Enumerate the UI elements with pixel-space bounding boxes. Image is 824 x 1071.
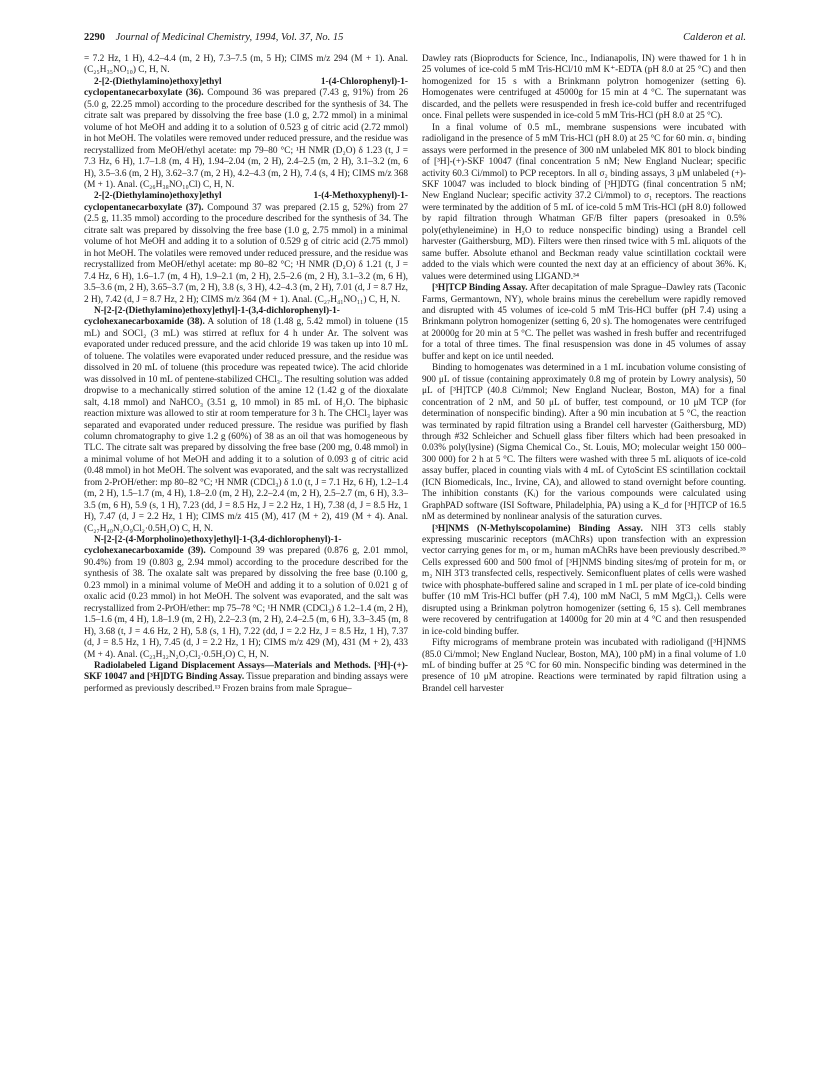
running-authors: Calderon et al. bbox=[683, 32, 746, 43]
methods-title: Radiolabeled Ligand Displacement Assays—Materials and Methods. [³H]-(+)-SKF 10047 and [³H]DTG Binding Assay. bbox=[84, 661, 408, 683]
tcp-assay-title: [³H]TCP Binding Assay. bbox=[432, 283, 528, 294]
nms-assay-body: NIH 3T3 cells stably expressing muscarinic receptors (mAChRs) upon transfection with an expression vector carrying genes for m₁ or m₂ human mAChRs have been previously described.³⁵ Cells expressed 600 and 500 fmol of [³H]NMS binding sites/mg of protein for m₁ or m₂ NIH 3T3 transfected cells, respectively. Semiconfluent plates of cells were washed twice with phosphate-buffered saline and scraped in 1 mL per plate of ice-cold binding buffer (10 mM Tris-HCl buffer (pH 7.4), 100 mM NaCl, 5 mM MgCl₂). Cells were disrupted using a Brinkman polytron homogenizer (setting 6, 15 s). Cell membranes were recovered by centrifugation at 14000g for 20 min at 4 °C and then resuspended in ice-cold binding buffer. bbox=[422, 523, 747, 637]
compound-37-title: 2-[2-(Diethylamino)ethoxy]ethyl 1-(4-Methoxyphenyl)-1-cyclopentanecarboxylate (37). bbox=[84, 191, 408, 213]
compound-39-body: Compound 39 was prepared (0.876 g, 2.01 mmol, 90.4%) from 19 (0.803 g, 2.94 mmol) according to the procedure described for the synthesis of 38. The oxalate salt was prepared by dissolving the free base (0.100 g, 0.23 mmol) in a minimal volume of MeOH and adding it to a solution of 0.021 g of oxalic acid (0.23 mmol) in hot MeOH. The solvent was evaporated, and the salt was recrystallized from 2-PrOH/ether: mp 75–78 °C; ¹H NMR (CDCl₃) δ 1.2–1.4 (m, 2 H), 1.5–1.6 (m, 4 H), 1.8–1.9 (m, 2 H), 2.2–2.3 (m, 2 H), 2.4–2.5 (m, 6 H), 3.3–3.45 (m, 8 H), 3.68 (t, J = 4.6 Hz, 2 H), 5.8 (s, 1 H), 7.22 (dd, J = 2.2 Hz, J = 8.5 Hz, 1 H), 7.37 (d, J = 8.5 Hz, 1 H), 7.45 (d, J = 2.2 Hz, 1 H); CIMS m/z 429 (M), 431 (M + 2), 433 (M + 4). Anal. (C₂₃H₃₂N₂O₇Cl₂·0.5H₂O) C, H, N. bbox=[84, 546, 409, 660]
page-number: 2290 bbox=[84, 32, 105, 43]
compound-36-title: 2-[2-(Diethylamino)ethoxy]ethyl 1-(4-Chlorophenyl)-1-cyclopentanecarboxylate (36). bbox=[84, 76, 408, 99]
compound-36-body: Compound 36 was prepared (7.43 g, 91%) from 26 (5.0 g, 22.25 mmol) according to the procedure described for the synthesis of 34. The citrate salt was prepared by dissolving the free base (1.0 g, 2.72 mmol) in a minimal volume of hot MeOH and adding it to a solution of 0.523 g of citric acid (2.72 mmol) in hot MeOH. The volatiles were removed under reduced pressure, and the residue was recrystallized from MeOH/ethyl acetate: mp 79–80 °C; ¹H NMR (D₂O) δ 1.23 (t, J = 7.3 Hz, 6 H), 1.7–1.8 (m, 4 H), 1.94–2.04 (m, 2 H), 2.4–2.5 (m, 2 H), 3.1–3.2 (m, 6 H), 3.5–3.6 (m, 2 H), 3.62–3.7 (m, 2 H), 4.2–4.3 (m, 2 H), 7.4 (s, 4 H); CIMS m/z 368 (M + 1). Anal. (C₂₆H₃₈NO₁₀Cl) C, H, N. bbox=[84, 88, 408, 190]
compound-36-paragraph bbox=[84, 77, 408, 192]
nms-assay-paragraph bbox=[422, 524, 746, 639]
compound-38-body: A solution of 18 (1.48 g, 5.42 mmol) in toluene (15 mL) and SOCl₂ (3 mL) was stirred at reflux for 4 h under Ar. The solvent was evaporated under reduced pressure, and the acid chloride 19 was taken up into 10 mL of toluene. The volatiles were evaporated under reduced pressure, and the residue was dissolved in 20 mL of toluene (this procedure was repeated twice). The acid chloride was dissolved in 10 mL of pentene-stabilized CHCl₃. The resulting solution was added dropwise to a mechanically stirred solution of the amine 12 (1.42 g of the dioxalate salt, 4.18 mmol) and NaHCO₃ (3.51 g, 10 mmol) in 85 mL of H₂O. The biphasic reaction mixture was allowed to stir at room temperature for 3 h. The CHCl₃ layer was separated and evaporated under reduced pressure. The residue was purified by flash column chromatography to give 1.2 g (60%) of 38 as an oil that was homogeneous by TLC. The citrate salt was prepared by dissolving the free base (200 mg, 0.48 mmol) in a minimal volume of hot MeOH and adding it to a solution of 0.093 g of citric acid (0.48 mmol) in hot MeOH. The solvent was evaporated, and the salt was recrystallized from 2-PrOH/ether: mp 80–82 °C; ¹H NMR (CDCl₃) δ 1.0 (t, J = 7.1 Hz, 6 H), 1.2–1.4 (m, 2 H), 1.5–1.7 (m, 4 H), 1.8–2.0 (m, 2 H), 2.2–2.4 (m, 2 H), 2.5–2.7 (m, 6 H), 3.3–3.5 (m, 6 H), 5.9 (s, 1 H), 7.23 (dd, J = 8.5 Hz, J = 2.2 Hz, 1 H), 7.38 (d, J = 8.5 Hz, 1 H), 7.47 (d, J = 2.2 Hz, 1 H); CIMS m/z 415 (M), 417 (M + 2), 419 (M + 4). Anal. (C₂₇H₄₀N₂O₉Cl₂·0.5H₂O) C, H, N. bbox=[84, 317, 408, 534]
compound-37-paragraph bbox=[84, 191, 408, 306]
methods-paragraph bbox=[84, 661, 408, 695]
compound-38-paragraph bbox=[84, 306, 408, 535]
nms-assay-title: [³H]NMS (N-Methylscopolamine) Binding Assay. bbox=[432, 523, 643, 534]
left-column bbox=[84, 54, 408, 695]
right-column bbox=[422, 54, 746, 695]
tissue-prep-paragraph: Dawley rats (Bioproducts for Science, Inc., Indianapolis, IN) were thawed for 1 h in 25 volumes of ice-cold 5 mM Tris-HCl/10 mM K⁺-EDTA (pH 8.0 at 25 °C) and then homogenized for 15 s with a Brinkmann polytron homogenizer (setting 6). Homogenates were centrifuged at 45000g for 15 min at 4 °C. The supernatant was discarded, and the pellets were resuspended in fresh ice-cold buffer and recentrifuged once. Final pellets were suspended in ice-cold 5 mM Tris-HCl (pH 8.0 at 25 °C). bbox=[422, 54, 746, 122]
nms-incubation-paragraph: Fifty micrograms of membrane protein was incubated with radioligand ([³H]NMS (85.0 Ci/mmol; New England Nuclear, Boston, MA), 100 pM) in a final volume of 1.0 mL of binding buffer at 25 °C for 60 min. Nonspecific binding was determined in the presence of 10 μM atropine. Reactions were terminated by rapid filtration using a Brandel cell harvester bbox=[422, 638, 746, 694]
compound-39-title: N-[2-[2-(4-Morpholino)ethoxy]ethyl]-1-(3,4-dichlorophenyl)-1-cyclohexanecarboxamide (39). bbox=[84, 535, 342, 557]
tcp-assay-paragraph bbox=[422, 283, 746, 363]
methods-body: Tissue preparation and binding assays were performed as previously described.¹³ Frozen brains from male Sprague– bbox=[84, 672, 408, 694]
journal-citation: Journal of Medicinal Chemistry, 1994, Vol. 37, No. 15 bbox=[115, 32, 344, 43]
sigma-binding-paragraph: In a final volume of 0.5 mL, membrane suspensions were incubated with radioligand in the presence of 5 mM Tris-HCl (pH 8.0) at 25 °C for 60 min. σ₁ binding assays were performed in the presence of 300 nM unlabeled MK 801 to block binding of [³H]-(+)-SKF 10047 (final concentration 5 nM; New England Nuclear; specific activity 60.3 Ci/mmol) to PCP receptors. In all σ₂ binding assays, 3 μM unlabeled (+)-SKF 10047 was included to block binding of [³H]DTG (final concentration 5 nM; New England Nuclear; specific activity 37.2 Ci/mmol) to σ₁ receptors. The reactions were terminated by the addition of 5 mL of ice-cold 5 mM Tris-HCl (pH 8.0) followed by rapid filtration through Whatman GF/B filter papers (presoaked in 0.5% poly(ethyleneimine) in H₂O to reduce nonspecific binding) using a Brandel cell harvester (Gaithersburg, MD). Filters were then rinsed twice with 5 mL aliquots of the same buffer. Absolute ethanol and Beckman ready value scintillation cocktail were added to the vials which were counted the next day at an efficiency of about 36%. Kᵢ values were determined using LIGAND.³⁴ bbox=[422, 122, 746, 282]
paragraph-continuation: = 7.2 Hz, 1 H), 4.2–4.4 (m, 2 H), 7.3–7.5 (m, 5 H); CIMS m/z 294 (M + 1). Anal. (C₂₅H₃₅NO₁₀) C, H, N. bbox=[84, 54, 408, 76]
compound-39-paragraph bbox=[84, 535, 408, 661]
running-header bbox=[84, 32, 746, 48]
tcp-binding-paragraph: Binding to homogenates was determined in a 1 mL incubation volume consisting of 900 μL of tissue (containing approximately 0.8 mg of protein by Lowry analysis), 50 μL of [³H]TCP (40.8 Ci/mmol; New England Nuclear, Boston, MA) for a final concentration of 2 nM, and 50 μL of buffer, test compound, or 10 μM TCP (for determination of nonspecific binding). After a 90 min incubation at 5 °C, the reaction was terminated by rapid filtration using a Brandel cell harvester (Gaithersburg, MD) through #32 Schleicher and Schuell glass fiber filters which had been presoaked in 0.03% poly(lysine) (Sigma Chemical Co., St. Louis, MO; molecular weight 150 000–300 000) for 2 h at 5 °C. The filters were washed with three 5 mL aliquots of ice-cold assay buffer, placed in counting vials with 4 mL of CytoScint ES scintillation cocktail (ICN Biomedicals, Inc., Irvine, CA), and allowed to stand overnight before counting. The inhibition constants (Kᵢ) for the various compounds were calculated using GraphPAD software (ISI Software, Philadelphia, PA) using a K_d for [³H]TCP of 16.5 nM as determined by nonlinear analysis of the saturation curves. bbox=[422, 363, 746, 523]
tcp-assay-body: After decapitation of male Sprague–Dawley rats (Taconic Farms, Germantown, NY), whole brains minus the cerebellum were rapidly removed and disrupted with 45 volumes of ice-cold 5 mM Tris-HCl buffer (pH 7.4) using a Brinkmann polytron homogenizer (setting 6, 20 s). The homogenates were centrifuged at 20000g for 20 min at 5 °C. The pellet was washed in fresh buffer and recentrifuged for a total of three times. The final resuspension was done in 45 volumes of assay buffer and kept on ice until needed. bbox=[422, 283, 746, 362]
compound-37-body: Compound 37 was prepared (2.15 g, 52%) from 27 (2.5 g, 11.35 mmol) according to the procedure described for the synthesis of 34. The citrate salt was prepared by dissolving the free base (1.0 g, 2.75 mmol) in a minimal volume of hot MeOH and adding it to a solution of 0.529 g of citric acid (2.75 mmol) in hot MeOH. The volatiles were removed under reduced pressure, and the residue was recrystallized from MeOH/ethyl acetate: mp 80–82 °C; ¹H NMR (D₂O) δ 1.21 (t, J = 7.4 Hz, 6 H), 1.6–1.7 (m, 4 H), 1.9–2.1 (m, 2 H), 2.5–2.6 (m, 2 H), 3.1–3.2 (m, 6 H), 3.5–3.6 (m, 2 H), 3.65–3.7 (m, 2 H), 3.8 (s, 3 H), 4.2–4.3 (m, 2 H), 7.01 (d, J = 8.7 Hz, 2 H), 7.42 (d, J = 8.7 Hz, 2 H); CIMS m/z 364 (M + 1). Anal. (C₂₇H₄₁NO₁₁) C, H, N. bbox=[84, 202, 408, 305]
compound-38-title: N-[2-[2-(Diethylamino)ethoxy]ethyl]-1-(3,4-dichlorophenyl)-1-cyclohexanecarboxamide (38). bbox=[84, 305, 340, 328]
